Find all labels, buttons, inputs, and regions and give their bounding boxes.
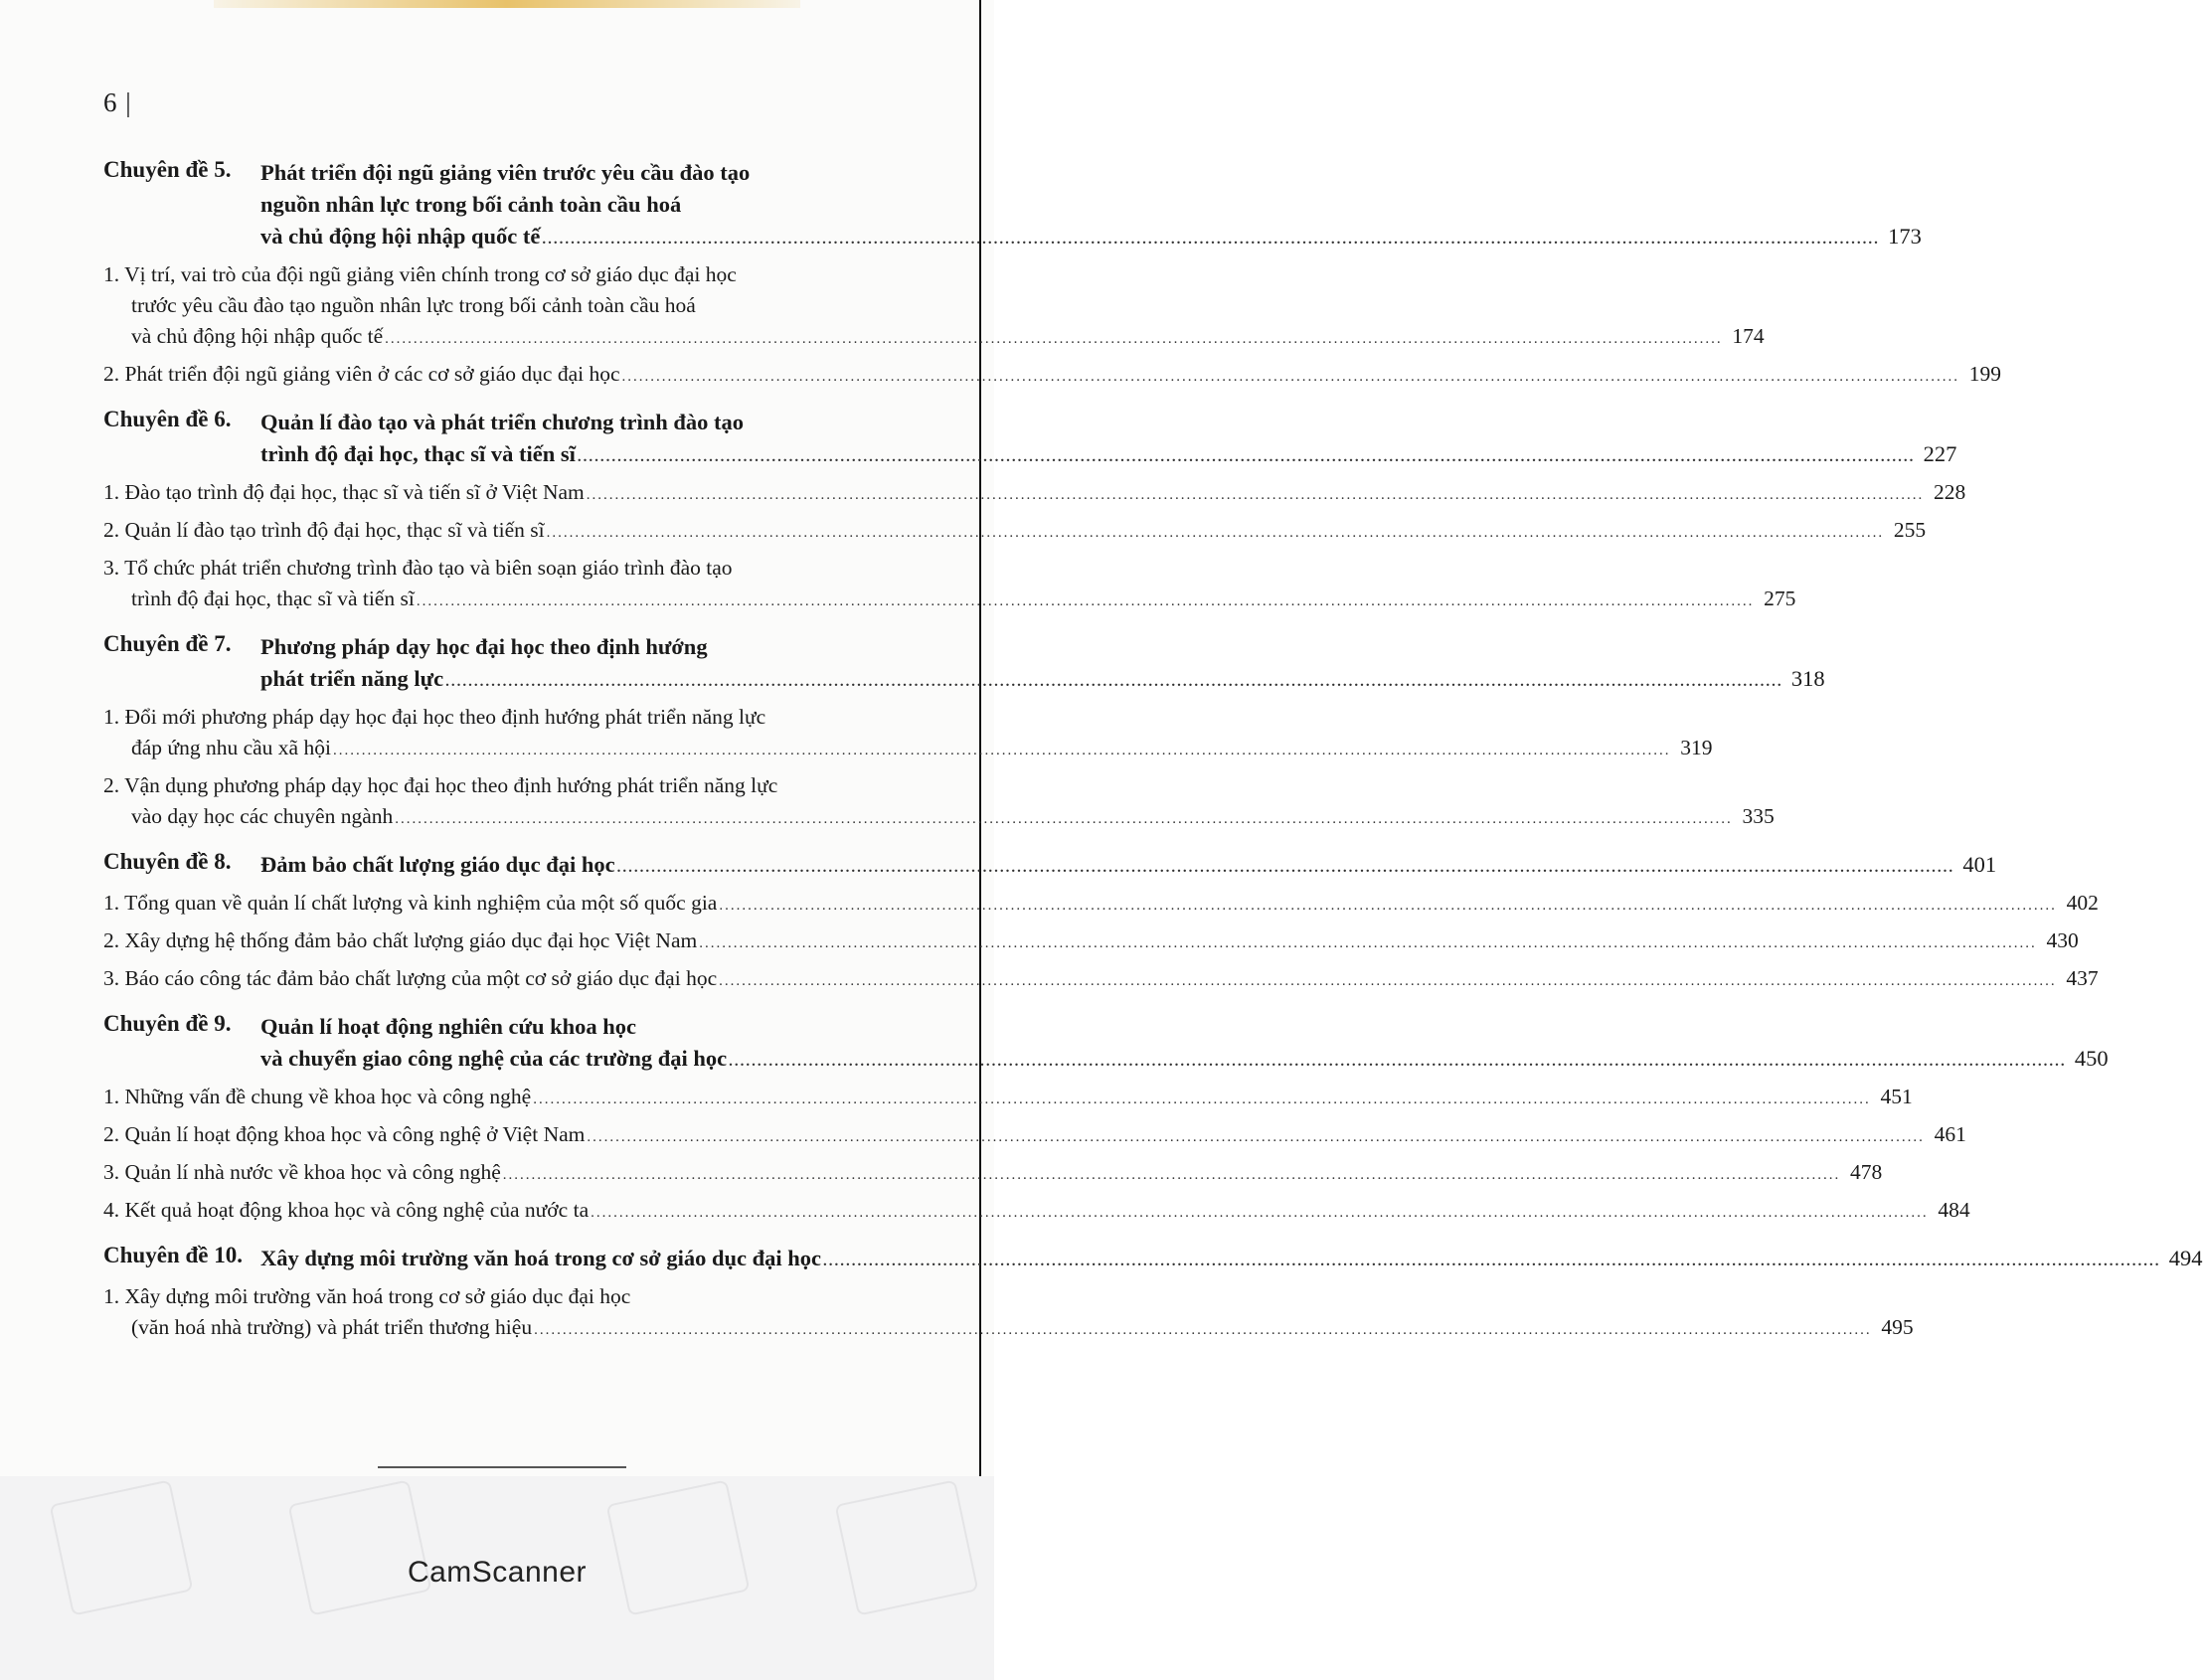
- chapter-label: Chuyên đề 6.: [103, 407, 232, 431]
- chapter-heading: [103, 157, 1922, 255]
- chapter-title-last-line: [260, 849, 1996, 884]
- chapter-title-line: và chuyển giao công nghệ của các trường đại học: [260, 1046, 728, 1071]
- toc-entry: [103, 553, 1796, 617]
- chapter-label: Chuyên đề 7.: [103, 631, 232, 656]
- entry-line: trước yêu cầu đào tạo nguồn nhân lực trong bối cảnh toàn cầu hoá: [131, 293, 696, 317]
- toc-entry: [103, 259, 1765, 355]
- dot-leader: [542, 224, 1880, 255]
- chapter-title-line: Quản lí đào tạo và phát triển chương trình đào tạo: [260, 410, 745, 434]
- entry-line: 2. Xây dựng hệ thống đảm bảo chất lượng giáo dục đại học Việt Nam: [103, 928, 698, 952]
- entry-line: 1. Tổng quan về quản lí chất lượng và kinh nghiệm của một số quốc gia: [103, 891, 718, 915]
- entry-last-line: [103, 477, 1966, 511]
- entry-page: 495: [1881, 1315, 1914, 1339]
- toc-entry: [103, 888, 2099, 922]
- dot-leader: [534, 1315, 1872, 1346]
- dot-leader: [591, 1198, 1929, 1229]
- entry-page: 461: [1934, 1122, 1966, 1146]
- dot-leader: [587, 1122, 1925, 1153]
- dot-leader: [578, 441, 1916, 473]
- entry-last-line: [103, 515, 1927, 549]
- dot-leader: [547, 518, 1885, 549]
- toc-entry: [103, 477, 1966, 511]
- entry-last-line: [103, 1312, 1914, 1346]
- entry-line: 2. Quản lí đào tạo trình độ đại học, thạc sĩ và tiến sĩ: [103, 518, 545, 542]
- entry-page: 199: [1968, 362, 2002, 386]
- toc-entry: [103, 1195, 1970, 1229]
- entry-line: 3. Quản lí nhà nước về khoa học và công nghệ: [103, 1160, 501, 1184]
- dot-leader: [617, 852, 1955, 884]
- chapter-heading: [103, 849, 1997, 884]
- toc-entry: [103, 515, 1927, 549]
- dot-leader: [503, 1160, 1841, 1191]
- entry-line: đáp ứng nhu cầu xã hội: [131, 736, 331, 759]
- entry-last-line: [103, 888, 2099, 922]
- entry-line: 1. Những vấn đề chung về khoa học và công nghệ: [103, 1085, 532, 1108]
- entry-last-line: [103, 1195, 1970, 1229]
- page-top-strip: [214, 0, 800, 8]
- toc-chapter: [103, 1243, 2203, 1346]
- toc-entry: [103, 963, 2099, 997]
- entry-page: 255: [1893, 518, 1927, 542]
- entry-line: 4. Kết quả hoạt động khoa học và công nghệ của nước ta: [103, 1198, 590, 1222]
- chapter-title-line: Xây dựng môi trường văn hoá trong cơ sở giáo dục đại học: [260, 1246, 822, 1270]
- dot-leader: [719, 891, 2057, 922]
- chapter-label: Chuyên đề 8.: [103, 849, 232, 874]
- chapter-title-line: Đảm bảo chất lượng giáo dục đại học: [260, 852, 615, 877]
- chapter-page: 227: [1923, 441, 1957, 466]
- chapter-page: 450: [2074, 1046, 2109, 1071]
- chapter-title-line: Quản lí hoạt động nghiên cứu khoa học: [260, 1014, 636, 1039]
- entry-page: 319: [1680, 736, 1713, 759]
- dot-leader: [699, 928, 2037, 959]
- dot-leader: [823, 1246, 2161, 1277]
- dot-leader: [719, 966, 2057, 997]
- entry-last-line: [103, 359, 2002, 393]
- dot-leader: [395, 804, 1733, 835]
- chapter-label: Chuyên đề 9.: [103, 1011, 232, 1036]
- entry-line: 3. Tổ chức phát triển chương trình đào tạo và biên soạn giáo trình đào tạo: [103, 556, 733, 580]
- chapter-title-last-line: [260, 221, 1922, 255]
- entry-page: 437: [2066, 966, 2099, 990]
- chapter-title: [260, 157, 1922, 255]
- toc-chapter: [103, 849, 2099, 997]
- entry-line: 1. Vị trí, vai trò của đội ngũ giảng viên chính trong cơ sở giáo dục đại học: [103, 262, 737, 286]
- chapter-heading: [103, 407, 1957, 473]
- entry-line: 2. Vận dụng phương pháp dạy học đại học theo định hướng phát triển năng lực: [103, 773, 778, 797]
- chapter-title-line: nguồn nhân lực trong bối cảnh toàn cầu hoá: [260, 192, 682, 217]
- dot-leader: [333, 736, 1671, 766]
- chapter-title-line: và chủ động hội nhập quốc tế: [260, 224, 541, 249]
- chapter-heading: [103, 631, 1825, 698]
- toc-entry: [103, 1157, 1883, 1191]
- chapter-title: [260, 1243, 2203, 1277]
- toc-chapter: [103, 157, 2002, 393]
- entry-page: 228: [1934, 480, 1966, 504]
- entry-page: 451: [1880, 1085, 1913, 1108]
- entry-last-line: [103, 733, 1713, 766]
- chapter-title: [260, 407, 1956, 473]
- toc-chapter: [103, 631, 1825, 835]
- chapter-label: Chuyên đề 10.: [103, 1243, 243, 1267]
- table-of-contents: [103, 157, 2203, 1360]
- entry-page: 430: [2046, 928, 2079, 952]
- dot-leader: [622, 362, 1960, 393]
- entry-page: 478: [1850, 1160, 1883, 1184]
- entry-last-line: [103, 584, 1796, 617]
- entry-page: 402: [2066, 891, 2099, 915]
- entry-line: 3. Báo cáo công tác đảm bảo chất lượng của một cơ sở giáo dục đại học: [103, 966, 718, 990]
- chapter-label: Chuyên đề 5.: [103, 157, 232, 182]
- dot-leader: [445, 666, 1783, 698]
- entry-last-line: [103, 801, 1775, 835]
- chapter-heading: [103, 1243, 2203, 1277]
- entry-line: 1. Xây dựng môi trường văn hoá trong cơ sở giáo dục đại học: [103, 1284, 631, 1308]
- dot-leader: [533, 1085, 1871, 1115]
- toc-entry: [103, 1119, 1966, 1153]
- chapter-page: 173: [1888, 224, 1922, 249]
- entry-line: (văn hoá nhà trường) và phát triển thương hiệu: [131, 1315, 533, 1339]
- dot-leader: [417, 587, 1755, 617]
- chapter-title-line: phát triển năng lực: [260, 666, 444, 691]
- entry-last-line: [103, 321, 1765, 355]
- chapter-heading: [103, 1011, 2109, 1078]
- entry-last-line: [103, 925, 2079, 959]
- chapter-title-line: Phát triển đội ngũ giảng viên trước yêu cầu đào tạo: [260, 160, 751, 185]
- chapter-page: 401: [1962, 852, 1997, 877]
- entry-line: 1. Đào tạo trình độ đại học, thạc sĩ và tiến sĩ ở Việt Nam: [103, 480, 585, 504]
- entry-page: 174: [1732, 324, 1765, 348]
- entry-line: vào dạy học các chuyên ngành: [131, 804, 394, 828]
- page-number: 6 |: [103, 87, 132, 117]
- toc-chapter: [103, 407, 1966, 617]
- camscanner-watermark: CamScanner: [407, 1556, 588, 1589]
- entry-line: và chủ động hội nhập quốc tế: [131, 324, 384, 348]
- dot-leader: [587, 480, 1925, 511]
- entry-line: 1. Đổi mới phương pháp dạy học đại học theo định hướng phát triển năng lực: [103, 705, 766, 729]
- entry-last-line: [103, 1119, 1966, 1153]
- chapter-title: [260, 631, 1825, 698]
- chapter-page: 494: [2168, 1246, 2203, 1270]
- entry-page: 275: [1764, 587, 1796, 610]
- entry-line: 2. Phát triển đội ngũ giảng viên ở các cơ sở giáo dục đại học: [103, 362, 620, 386]
- chapter-page: 318: [1790, 666, 1825, 691]
- toc-entry: [103, 770, 1775, 835]
- toc-entry: [103, 1281, 1914, 1346]
- chapter-title-line: Phương pháp dạy học đại học theo định hướng: [260, 634, 708, 659]
- chapter-title-last-line: [260, 1243, 2203, 1277]
- entry-page: 484: [1938, 1198, 1970, 1222]
- entry-last-line: [103, 1157, 1883, 1191]
- entry-page: 335: [1742, 804, 1775, 828]
- bottom-rule: [378, 1466, 626, 1468]
- chapter-title-last-line: [260, 1043, 2109, 1078]
- toc-entry: [103, 359, 2002, 393]
- entry-line: 2. Quản lí hoạt động khoa học và công nghệ ở Việt Nam: [103, 1122, 586, 1146]
- dot-leader: [385, 324, 1723, 355]
- entry-last-line: [103, 1082, 1913, 1115]
- chapter-title: [260, 1011, 2109, 1078]
- chapter-title-line: trình độ đại học, thạc sĩ và tiến sĩ: [260, 441, 576, 466]
- toc-entry: [103, 1082, 1913, 1115]
- chapter-title-last-line: [260, 663, 1825, 698]
- entry-last-line: [103, 963, 2099, 997]
- toc-entry: [103, 925, 2079, 959]
- toc-entry: [103, 702, 1713, 766]
- chapter-title-last-line: [260, 438, 1956, 473]
- entry-line: trình độ đại học, thạc sĩ và tiến sĩ: [131, 587, 415, 610]
- toc-chapter: [103, 1011, 2109, 1229]
- dot-leader: [729, 1046, 2067, 1078]
- chapter-title: [260, 849, 1996, 884]
